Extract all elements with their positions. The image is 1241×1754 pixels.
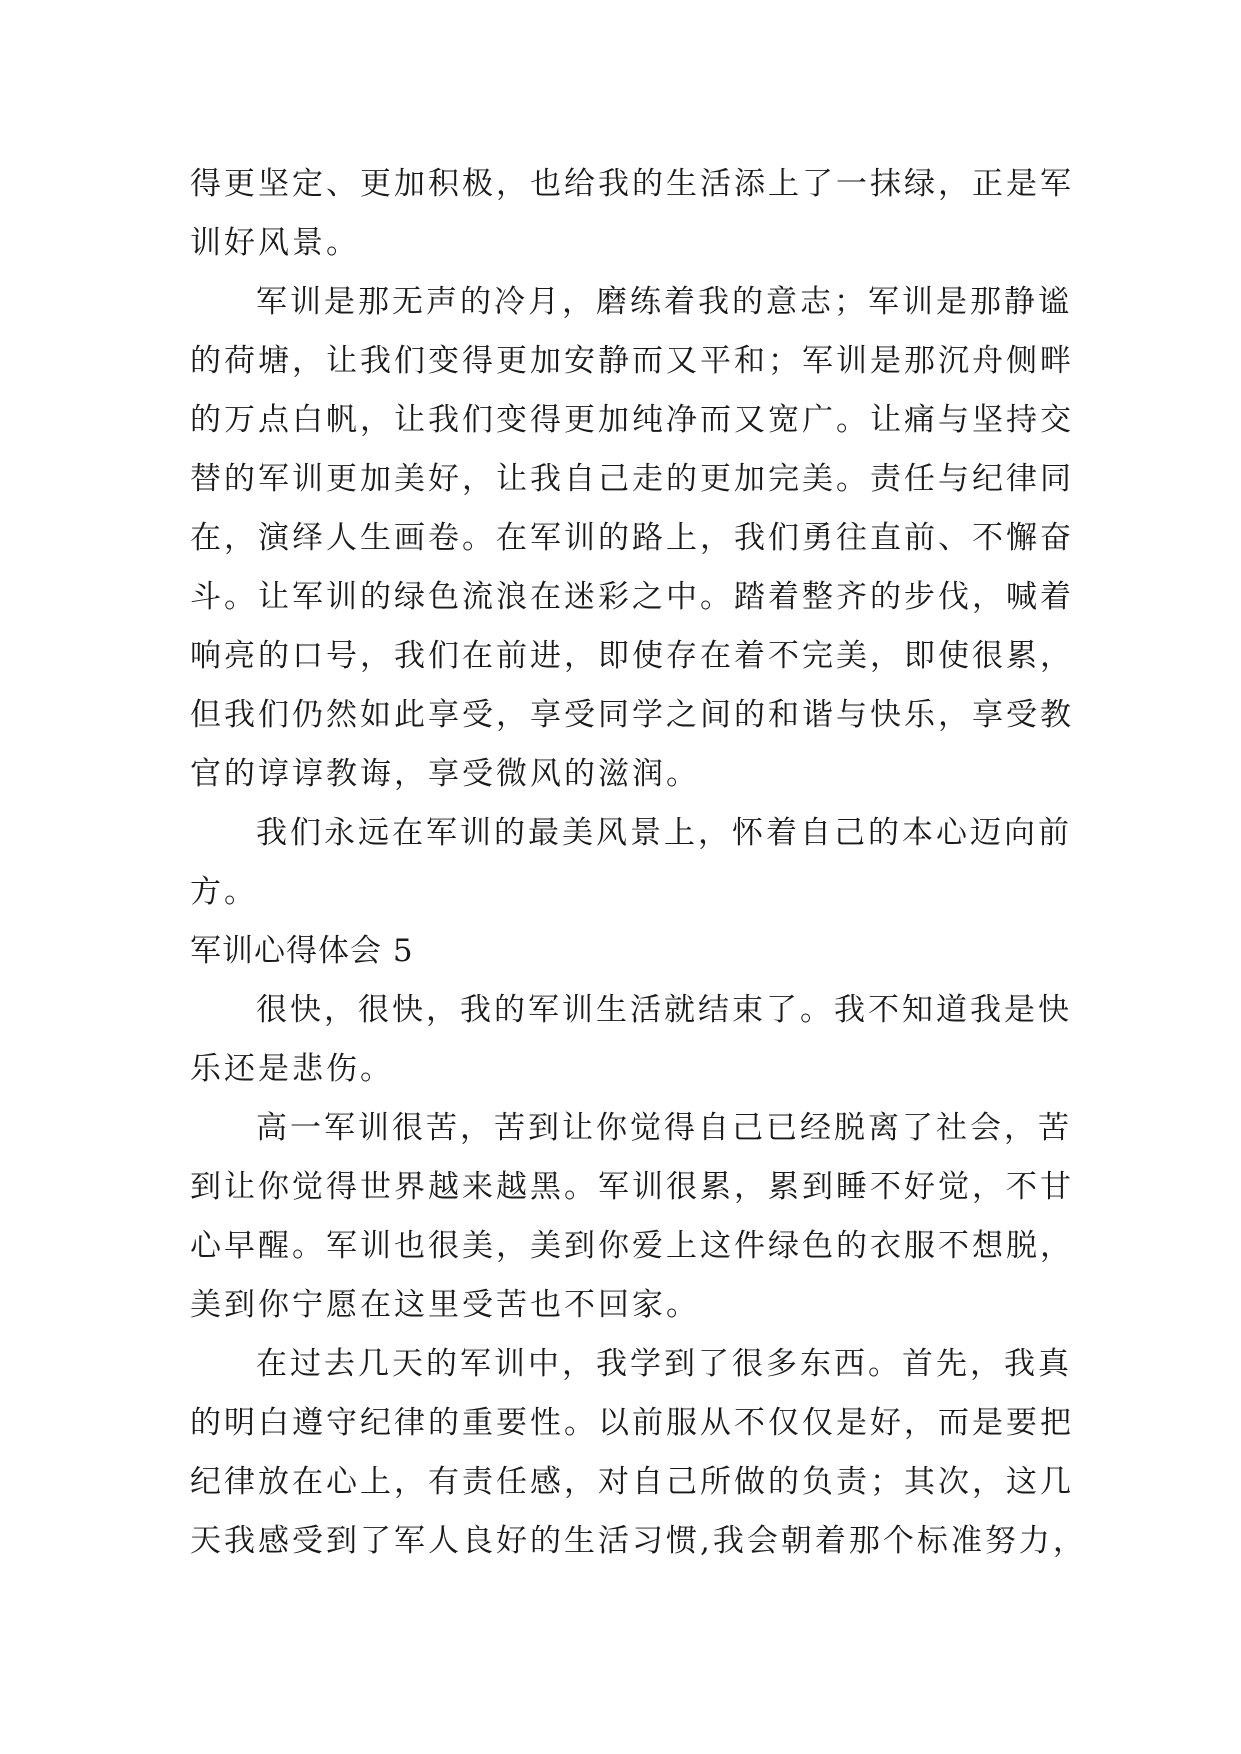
document-body — [190, 155, 1087, 1571]
text-line: 的万点白帆，让我们变得更加纯净而又宽广。让痛与坚持交 — [190, 402, 1074, 438]
text-line: 乐还是悲伤。 — [190, 1051, 394, 1087]
text-line: 我们永远在军训的最美风景上，怀着自己的本心迈向前 — [256, 815, 1072, 851]
text-line: 官的谆谆教诲，享受微风的滋润。 — [190, 756, 700, 792]
text-line: 到让你觉得世界越来越黑。军训很累，累到睡不好觉，不甘 — [190, 1169, 1074, 1205]
text-line: 军训是那无声的冷月，磨练着我的意志；军训是那静谧 — [256, 284, 1072, 320]
text-line: 天我感受到了军人良好的生活习惯,我会朝着那个标准努力， — [190, 1523, 1087, 1559]
text-line: 方。 — [190, 874, 258, 910]
text-line: 但我们仍然如此享受，享受同学之间的和谐与快乐，享受教 — [190, 697, 1074, 733]
section-heading: 军训心得体会 5 — [190, 933, 414, 969]
text-line: 在，演绎人生画卷。在军训的路上，我们勇往直前、不懈奋 — [190, 520, 1074, 556]
text-line: 在过去几天的军训中，我学到了很多东西。首先，我真 — [256, 1346, 1072, 1382]
text-line: 斗。让军训的绿色流浪在迷彩之中。踏着整齐的步伐，喊着 — [190, 579, 1074, 615]
text-line: 响亮的口号，我们在前进，即使存在着不完美，即使很累， — [190, 638, 1074, 674]
text-line: 训好风景。 — [190, 225, 360, 261]
text-line: 很快，很快，我的军训生活就结束了。我不知道我是快 — [256, 992, 1072, 1028]
text-line: 的荷塘，让我们变得更加安静而又平和；军训是那沉舟侧畔 — [190, 343, 1074, 379]
text-line: 美到你宁愿在这里受苦也不回家。 — [190, 1287, 700, 1323]
text-line: 纪律放在心上，有责任感，对自己所做的负责；其次，这几 — [190, 1464, 1074, 1500]
text-line: 高一军训很苦，苦到让你觉得自己已经脱离了社会，苦 — [256, 1110, 1072, 1146]
text-line: 得更坚定、更加积极，也给我的生活添上了一抹绿，正是军 — [190, 166, 1074, 202]
text-line: 心早醒。军训也很美，美到你爱上这件绿色的衣服不想脱， — [190, 1228, 1074, 1264]
text-line: 替的军训更加美好，让我自己走的更加完美。责任与纪律同 — [190, 461, 1074, 497]
text-line: 的明白遵守纪律的重要性。以前服从不仅仅是好，而是要把 — [190, 1405, 1074, 1441]
